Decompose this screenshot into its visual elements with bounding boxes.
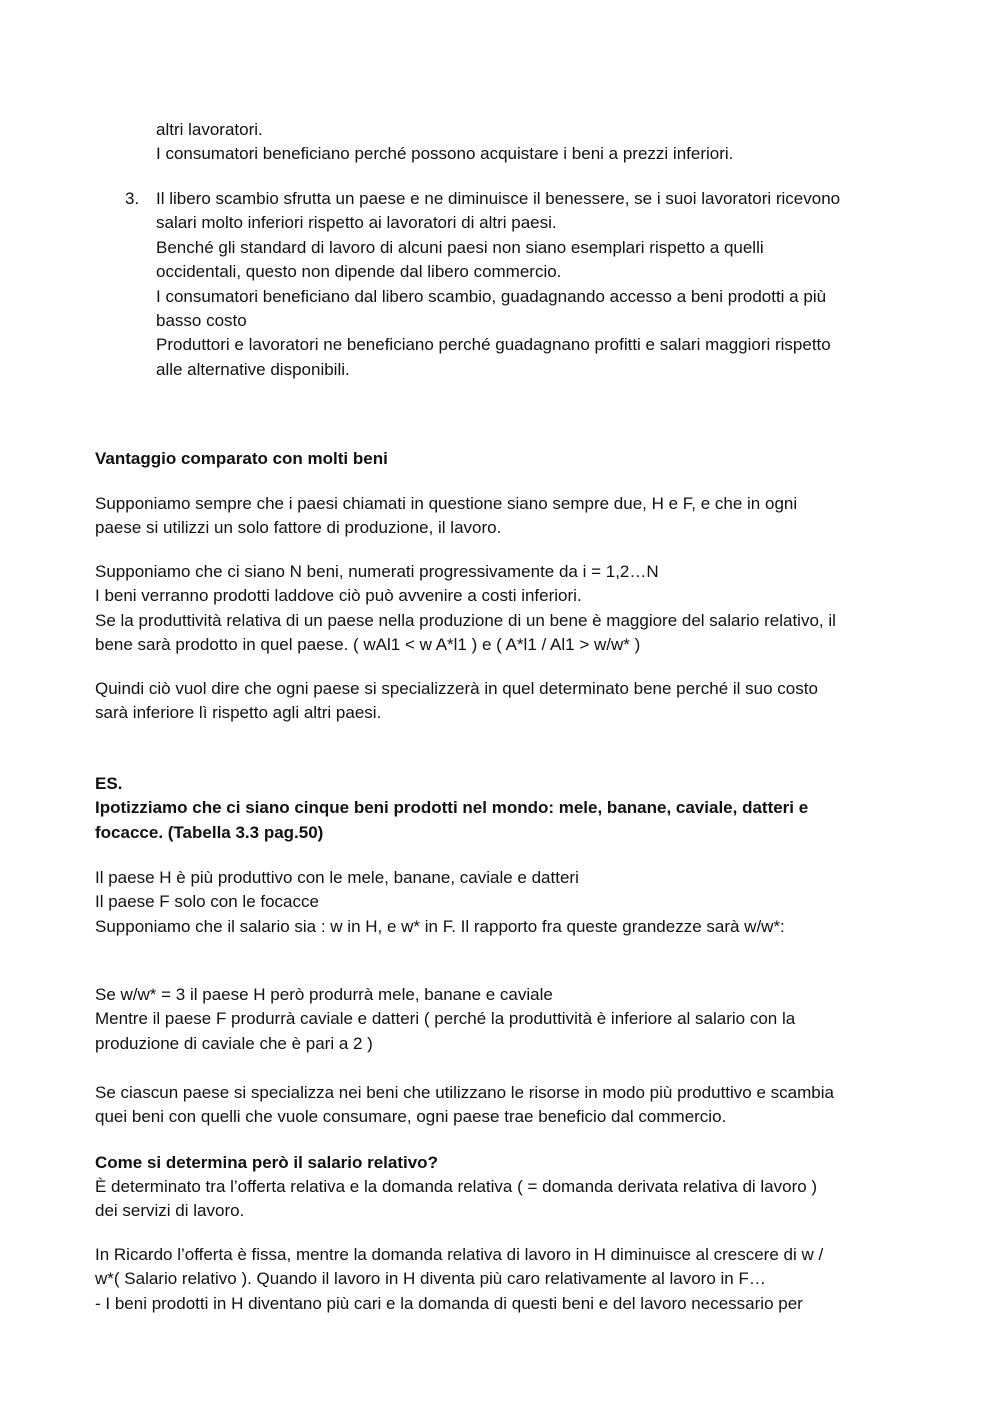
example-heading [95, 772, 910, 845]
text-line: sarà inferiore lì rispetto agli altri paesi. [95, 703, 382, 723]
text-line: Se la produttività relativa di un paese nella produzione di un bene è maggiore del salario relativo, il [95, 610, 836, 630]
text-line: bene sarà prodotto in quel paese. ( wAl1 < w A*l1 ) e ( A*l1 / Al1 > w/w* ) [95, 635, 641, 655]
paragraph [95, 492, 910, 541]
paragraph [95, 560, 910, 658]
text-line: Supponiamo sempre che i paesi chiamati in questione siano sempre due, H e F, e che in ogni [95, 494, 798, 513]
list-item-3 [156, 187, 916, 382]
text-line: Il paese H è più produttivo con le mele, banane, caviale e datteri [95, 868, 579, 887]
text-line: focacce. (Tabella 3.3 pag.50) [95, 822, 324, 842]
text-line: - I beni prodotti in H diventano più cari e la domanda di questi beni e del lavoro necessario per [95, 1293, 803, 1313]
text-line: salari molto inferiori rispetto ai lavoratori di altri paesi. [156, 213, 557, 233]
text-line: I consumatori beneficiano perché possono acquistare i beni a prezzi inferiori. [156, 144, 734, 164]
paragraph [95, 866, 910, 939]
text-line: I beni verranno prodotti laddove ciò può avvenire a costi inferiori. [95, 586, 582, 606]
text-line: paese si utilizzi un solo fattore di produzione, il lavoro. [95, 518, 502, 538]
text-line: Se ciascun paese si specializza nei beni che utilizzano le risorse in modo più produttivo e scambia [95, 1083, 834, 1102]
text-line: Ipotizziamo che ci siano cinque beni prodotti nel mondo: mele, banane, caviale, datteri e [95, 798, 809, 818]
text-line: Mentre il paese F produrrà caviale e datteri ( perché la produttività è inferiore al salario con la [95, 1009, 796, 1029]
text-line: Benché gli standard di lavoro di alcuni paesi non siano esemplari rispetto a quelli [156, 237, 764, 257]
text-line: Supponiamo che il salario sia : w in H, e w* in F. Il rapporto fra queste grandezze sarà w/w*: [95, 916, 785, 936]
paragraph [95, 1175, 910, 1224]
text-line: altri lavoratori. [156, 120, 263, 139]
paragraph [95, 1243, 910, 1316]
text-line: Quindi ciò vuol dire che ogni paese si specializzerà in quel determinato bene perché il suo costo [95, 679, 818, 698]
text-line: Il libero scambio sfrutta un paese e ne diminuisce il benessere, se i suoi lavoratori ricevono [156, 189, 841, 208]
text-line: produzione di caviale che è pari a 2 ) [95, 1033, 373, 1053]
text-line: È determinato tra l’offerta relativa e la domanda relativa ( = domanda derivata relativa di lavoro ) [95, 1177, 818, 1196]
text-line: basso costo [156, 311, 247, 331]
section-heading: Vantaggio comparato con molti beni [95, 449, 388, 468]
text-line: quei beni con quelli che vuole consumare, ogni paese trae beneficio dal commercio. [95, 1107, 727, 1127]
text-line: In Ricardo l’offerta è fissa, mentre la domanda relativa di lavoro in H diminuisce al crescere di w / [95, 1245, 824, 1264]
text-line: Se w/w* = 3 il paese H però produrrà mele, banane e caviale [95, 985, 553, 1004]
list-continuation [156, 118, 916, 167]
text-line: Produttori e lavoratori ne beneficiano perché guadagnano profitti e salari maggiori rispetto [156, 335, 831, 355]
paragraph [95, 1081, 910, 1130]
paragraph [95, 983, 910, 1056]
text-line: dei servizi di lavoro. [95, 1201, 245, 1221]
text-line: Supponiamo che ci siano N beni, numerati progressivamente da i = 1,2…N [95, 562, 659, 581]
text-line: w*( Salario relativo ). Quando il lavoro in H diventa più caro relativamente al lavoro in F… [95, 1269, 766, 1289]
text-line: ES. [95, 774, 123, 793]
list-number: 3. [125, 189, 140, 208]
text-line: Il paese F solo con le focacce [95, 892, 319, 912]
text-line: I consumatori beneficiano dal libero scambio, guadagnando accesso a beni prodotti a più [156, 286, 827, 306]
text-line: alle alternative disponibili. [156, 359, 350, 379]
paragraph [95, 677, 910, 726]
text-line: occidentali, questo non dipende dal libero commercio. [156, 262, 562, 282]
section-heading: Come si determina però il salario relativo? [95, 1153, 438, 1172]
